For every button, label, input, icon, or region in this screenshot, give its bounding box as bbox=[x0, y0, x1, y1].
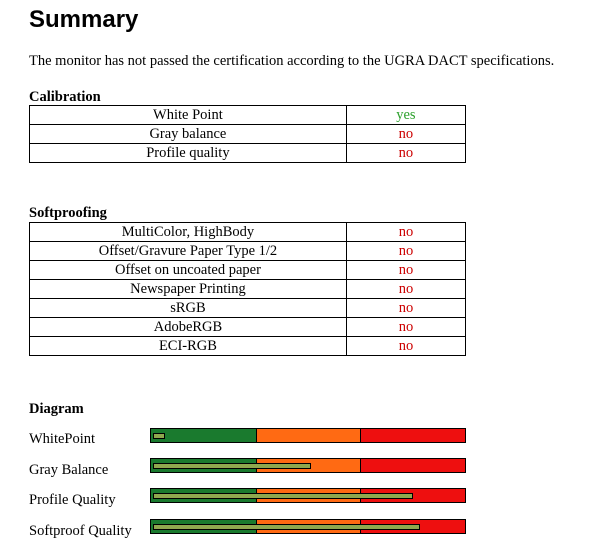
check-result: yes bbox=[346, 106, 465, 125]
calibration-heading: Calibration bbox=[29, 89, 101, 105]
check-result: no bbox=[346, 125, 465, 144]
rating-level-indicator bbox=[153, 433, 165, 439]
table-row bbox=[30, 106, 466, 125]
table-row bbox=[30, 242, 466, 261]
check-name: MultiColor, HighBody bbox=[30, 223, 347, 242]
check-result: no bbox=[346, 261, 465, 280]
calibration-table bbox=[29, 105, 466, 163]
table-row bbox=[30, 318, 466, 337]
rating-zone-bad bbox=[360, 429, 465, 442]
check-name: Gray balance bbox=[30, 125, 347, 144]
softproofing-heading: Softproofing bbox=[29, 205, 107, 221]
certification-statement: The monitor has not passed the certification according to the UGRA DACT specifications. bbox=[29, 53, 555, 69]
check-name: ECI-RGB bbox=[30, 337, 347, 356]
check-name: sRGB bbox=[30, 299, 347, 318]
page-title: Summary bbox=[29, 6, 139, 33]
check-name: AdobeRGB bbox=[30, 318, 347, 337]
gray-balance-rating-bar bbox=[150, 458, 466, 473]
rating-level-indicator bbox=[153, 524, 420, 530]
table-row bbox=[30, 337, 466, 356]
rating-level-indicator bbox=[153, 493, 413, 499]
softproofing-table bbox=[29, 222, 466, 356]
check-result: no bbox=[346, 299, 465, 318]
diagram-label-gray-balance: Gray Balance bbox=[29, 462, 109, 478]
check-result: no bbox=[346, 242, 465, 261]
table-row bbox=[30, 144, 466, 163]
rating-zone-good bbox=[151, 429, 256, 442]
check-name: Newspaper Printing bbox=[30, 280, 347, 299]
softproof-quality-rating-bar bbox=[150, 519, 466, 534]
diagram-label-softproof-quality: Softproof Quality bbox=[29, 523, 132, 539]
check-result: no bbox=[346, 144, 465, 163]
profile-quality-rating-bar bbox=[150, 488, 466, 503]
check-name: Profile quality bbox=[30, 144, 347, 163]
rating-zone-bad bbox=[360, 459, 465, 472]
diagram-label-profile-quality: Profile Quality bbox=[29, 492, 116, 508]
check-name: Offset/Gravure Paper Type 1/2 bbox=[30, 242, 347, 261]
diagram-heading: Diagram bbox=[29, 401, 84, 417]
check-result: no bbox=[346, 337, 465, 356]
table-row bbox=[30, 280, 466, 299]
check-result: no bbox=[346, 318, 465, 337]
check-result: no bbox=[346, 223, 465, 242]
rating-level-indicator bbox=[153, 463, 311, 469]
table-row bbox=[30, 261, 466, 280]
table-row bbox=[30, 299, 466, 318]
check-result: no bbox=[346, 280, 465, 299]
whitepoint-rating-bar bbox=[150, 428, 466, 443]
table-row bbox=[30, 125, 466, 144]
check-name: Offset on uncoated paper bbox=[30, 261, 347, 280]
rating-zone-warning bbox=[256, 429, 361, 442]
table-row bbox=[30, 223, 466, 242]
check-name: White Point bbox=[30, 106, 347, 125]
diagram-label-whitepoint: WhitePoint bbox=[29, 431, 96, 447]
